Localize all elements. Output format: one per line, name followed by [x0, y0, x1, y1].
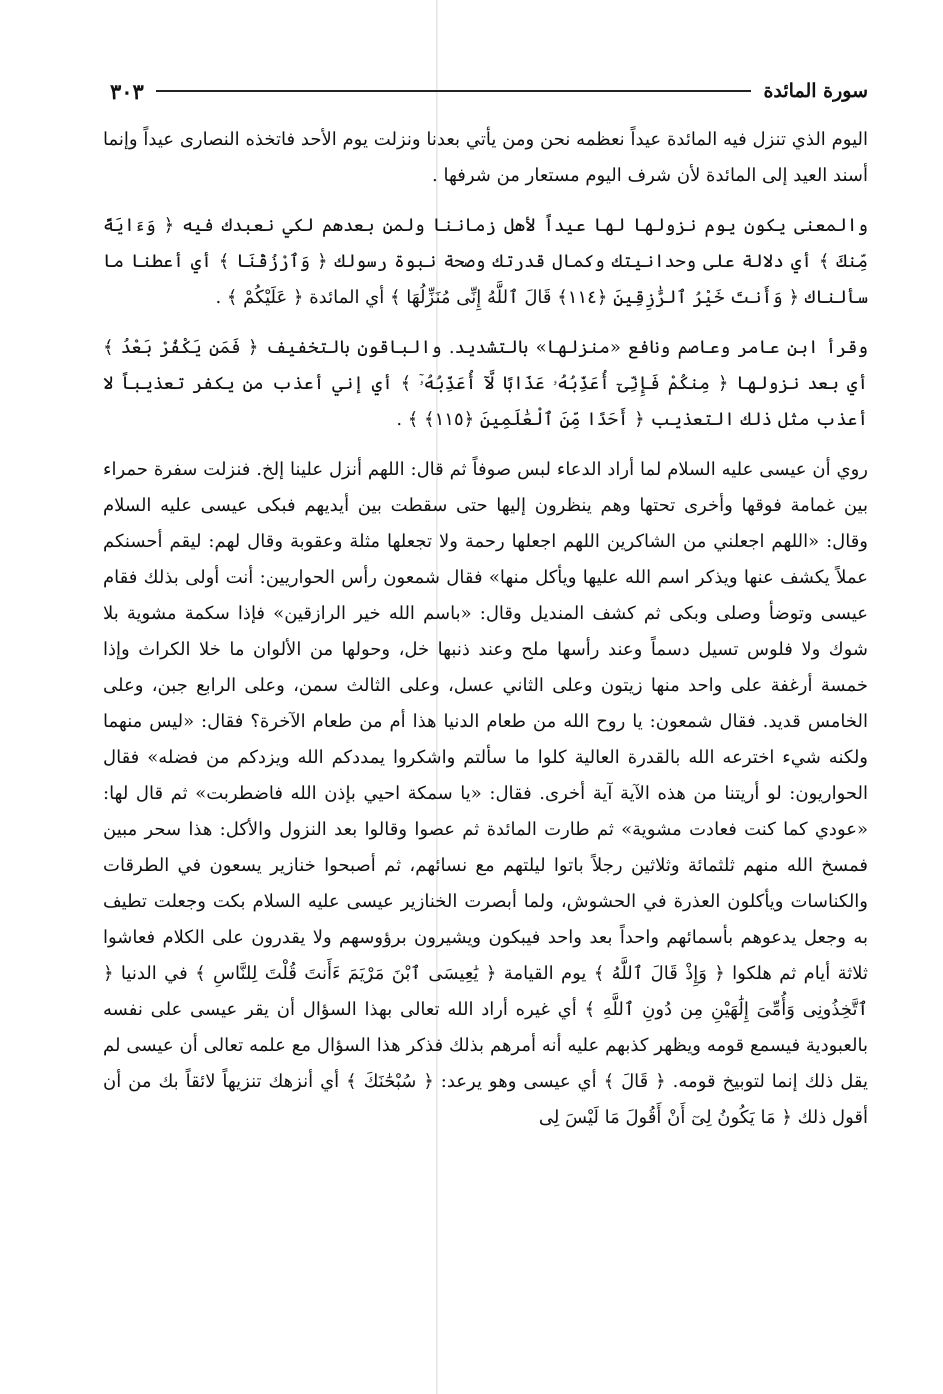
paragraph-2: والمعنى يكون يوم نزولها لها عيداً لأهل زماننا ولمن بعدهم لكي نعبدك فيه ﴿ وَءَايَةً مِّنكَ ﴾ أي دلالة على وحدانيتك وكمال قدرتك وصحة نبوة رسولك ﴿ وَٱرْزُقْنَا ﴾ أي أعطنا ما سألناك ﴿ وَأَنتَ خَيْرُ ٱلرَّٰزِقِينَ ﴿١١٤﴾ قَالَ ٱللَّهُ إِنِّى مُنَزِّلُهَا ﴾ أي المائدة ﴿ عَلَيْكُمْ ﴾ . [103, 215, 868, 308]
page-body [103, 122, 868, 1366]
header-rule [156, 90, 752, 92]
paragraph-4: روي أن عيسى عليه السلام لما أراد الدعاء لبس صوفاً ثم قال: اللهم أنزل علينا إلخ. فنزلت سفرة حمراء بين غمامة فوقها وأخرى تحتها وهم ينظرون إليها حتى سقطت بين أيديهم فبكى عيسى عليه السلام وقال: «اللهم اجعلني من الشاكرين اللهم اجعلها رحمة ولا تجعلها مثلة وعقوبة وقال لهم: ليقم أحسنكم عملاً يكشف عنها ويذكر اسم الله عليها ويأكل منها» فقال شمعون رأس الحواريين: أنت أولى بذلك فقام عيسى وتوضأ وصلى وبكى ثم كشف المنديل وقال: «باسم الله خير الرازقين» فإذا سكمة مشوية بلا شوك ولا فلوس تسيل دسماً وعند رأسها ملح وعند ذنبها خل، وحولها من الألوان ما خلا الكراث وإذا خمسة أرغفة على واحد منها زيتون وعلى الثاني عسل، وعلى الثالث سمن، وعلى الرابع جبن، وعلى الخامس قديد. فقال شمعون: يا روح الله من طعام الدنيا هذا أم من طعام الآخرة؟ فقال: «ليس منهما ولكنه شيء اخترعه الله بالقدرة العالية كلوا ما سألتم واشكروا يمددكم الله ويزدكم من فضله» فقال الحواريون: لو أريتنا من هذه الآية آية أخرى. فقال: «يا سمكة احيي بإذن الله فاضطربت» ثم قال لها: «عودي كما كنت فعادت مشوية» ثم طارت المائدة ثم عصوا وقالوا بعد النزول والأكل: هذا سحر مبين فمسخ الله منهم ثلثمائة وثلاثين رجلاً باتوا ليلتهم مع نسائهم، ثم أصبحوا خنازير يسعون في الطرقات والكناسات ويأكلون العذرة في الحشوش، ولما أبصرت الخنازير عيسى عليه السلام بكت وجعلت تطيف به وجعل يدعوهم بأسمائهم واحداً بعد واحد فيبكون ويشيرون برؤوسهم ولا يقدرون على الكلام فعاشوا ثلاثة أيام ثم هلكوا ﴿ وَإِذْ قَالَ ٱللَّهُ ﴾ يوم القيامة ﴿ يَٰعِيسَى ٱبْنَ مَرْيَمَ ءَأَنتَ قُلْتَ لِلنَّاسِ ﴾ في الدنيا ﴿ ٱتَّخِذُونِى وَأُمِّىَ إِلَٰهَيْنِ مِن دُونِ ٱللَّهِ ﴾ أي غيره أراد الله تعالى بهذا السؤال أن يقر عيسى على نفسه بالعبودية فيسمع قومه ويظهر كذبهم عليه أنه أمرهم بذلك فذكر هذا السؤال مع علمه تعالى أن عيسى لم يقل ذلك إنما لتوبيخ قومه. ﴿ قَالَ ﴾ أي عيسى وهو يرعد: ﴿ سُبْحَٰنَكَ ﴾ أي أنزهك تنزيهاً لائقاً بك من أن أقول ذلك ﴿ مَا يَكُونُ لِىٓ أَنْ أَقُولَ مَا لَيْسَ لِى [103, 459, 868, 1128]
page-number: ٣٠٣ [110, 78, 144, 104]
surah-title: سورة المائدة [763, 80, 868, 102]
paragraph-3: وقرأ ابن عامر وعاصم ونافع «منزلها» بالتشديد. والباقون بالتخفيف ﴿ فَمَن يَكْفُرْ بَعْدُ ﴾ أي بعد نزولها ﴿ مِنكُمْ فَإِنِّىٓ أُعَذِّبُهُۥ عَذَابًا لَّآ أُعَذِّبُهُۥٓ ﴾ أي إني أعذب من يكفر تعذيباً لا أعذب مثل ذلك التعذيب ﴿ أَحَدًا مِّنَ ٱلْعَٰلَمِينَ ﴿١١٥﴾ ﴾ . [103, 337, 868, 430]
paragraph-1: اليوم الذي تنزل فيه المائدة عيداً نعظمه نحن ومن يأتي بعدنا ونزلت يوم الأحد فاتخذه النصارى عيداً وإنما أسند العيد إلى المائدة لأن شرف اليوم مستعار من شرفها . [103, 129, 868, 186]
running-header [110, 74, 868, 108]
